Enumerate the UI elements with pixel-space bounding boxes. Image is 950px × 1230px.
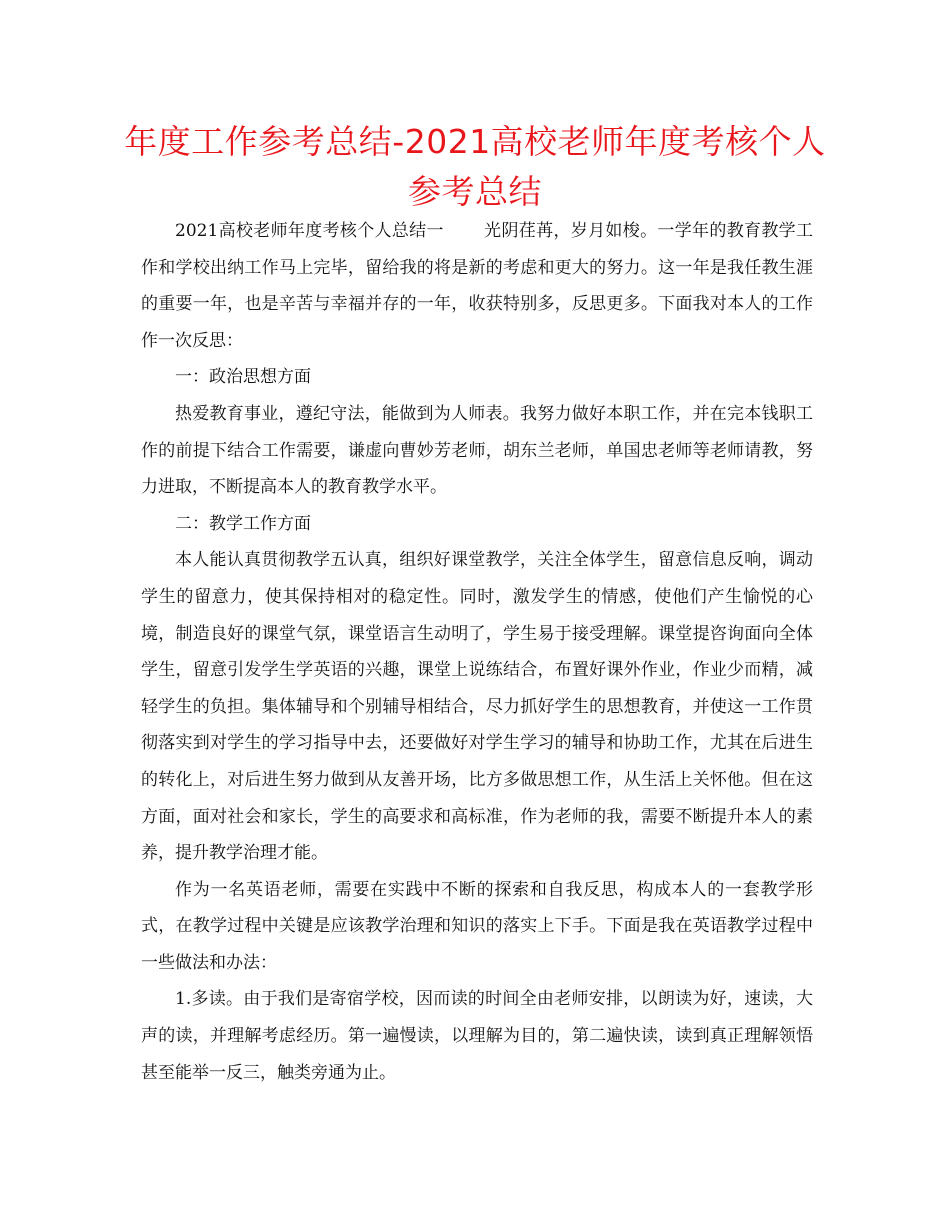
intro-rest: 光阴荏苒，岁月如梭。一学年的教育教学工作和学校出纳工作马上完毕，留给我的将是新的考虑和更大的努力。这一年是我任教生涯的重要一年，也是辛苦与幸福并存的一年，收获特别多，反思更多。下面我对本人的工作作一次反思： bbox=[141, 221, 814, 351]
section3-paragraph: 作为一名英语老师，需要在实践中不断的探索和自我反思，构成本人的一套教学形式，在教学过程中关键是应该教学治理和知识的落实上下手。下面是我在英语教学过程中一些做法和办法： bbox=[141, 879, 813, 973]
document-title: 年度工作参考总结-2021高校老师年度考核个人参考总结 bbox=[124, 122, 826, 211]
section1-paragraph: 热爱教育事业，遵纪守法，能做到为人师表。我努力做好本职工作，并在完本钱职工作的前提下结合工作需要，谦虚向曹妙芳老师，胡东兰老师，单国忠老师等老师请教，努力进取，不断提高本人的教育教学水平。 bbox=[141, 403, 813, 498]
section2-heading: 二：教学工作方面 bbox=[175, 513, 311, 534]
intro-lead: 2021高校老师年度考核个人总结一 bbox=[175, 221, 444, 241]
list-item-1: 1.多读。由于我们是寄宿学校，因而读的时间全由老师安排，以朗读为好，速读，大声的读，并理解考虑经历。第一遍慢读，以理解为目的，第二遍快读，读到真正理解领悟甚至能举一反三，触类旁通为止。 bbox=[141, 989, 813, 1083]
document-body bbox=[141, 213, 813, 1091]
section2-paragraph: 本人能认真贯彻教学五认真，组织好课堂教学，关注全体学生，留意信息反响，调动学生的留意力，使其保持相对的稳定性。同时，激发学生的情感，使他们产生愉悦的心境，制造良好的课堂气氛，课堂语言生动明了，学生易于接受理解。课堂提咨询面向全体学生，留意引发学生学英语的兴趣，课堂上说练结合，布置好课外作业，作业少而精，减轻学生的负担。集体辅导和个别辅导相结合，尽力抓好学生的思想教育，并使这一工作贯彻落实到对学生的学习指导中去，还要做好对学生学习的辅导和协助工作，尤其在后进生的转化上，对后进生努力做到从友善开场，比方多做思想工作，从生活上关怀他。但在这方面，面对社会和家长，学生的高要求和高标准，作为老师的我，需要不断提升本人的素养，提升教学治理才能。 bbox=[141, 550, 813, 864]
intro-paragraph bbox=[141, 213, 813, 359]
section1-heading: 一：政治思想方面 bbox=[175, 367, 311, 388]
